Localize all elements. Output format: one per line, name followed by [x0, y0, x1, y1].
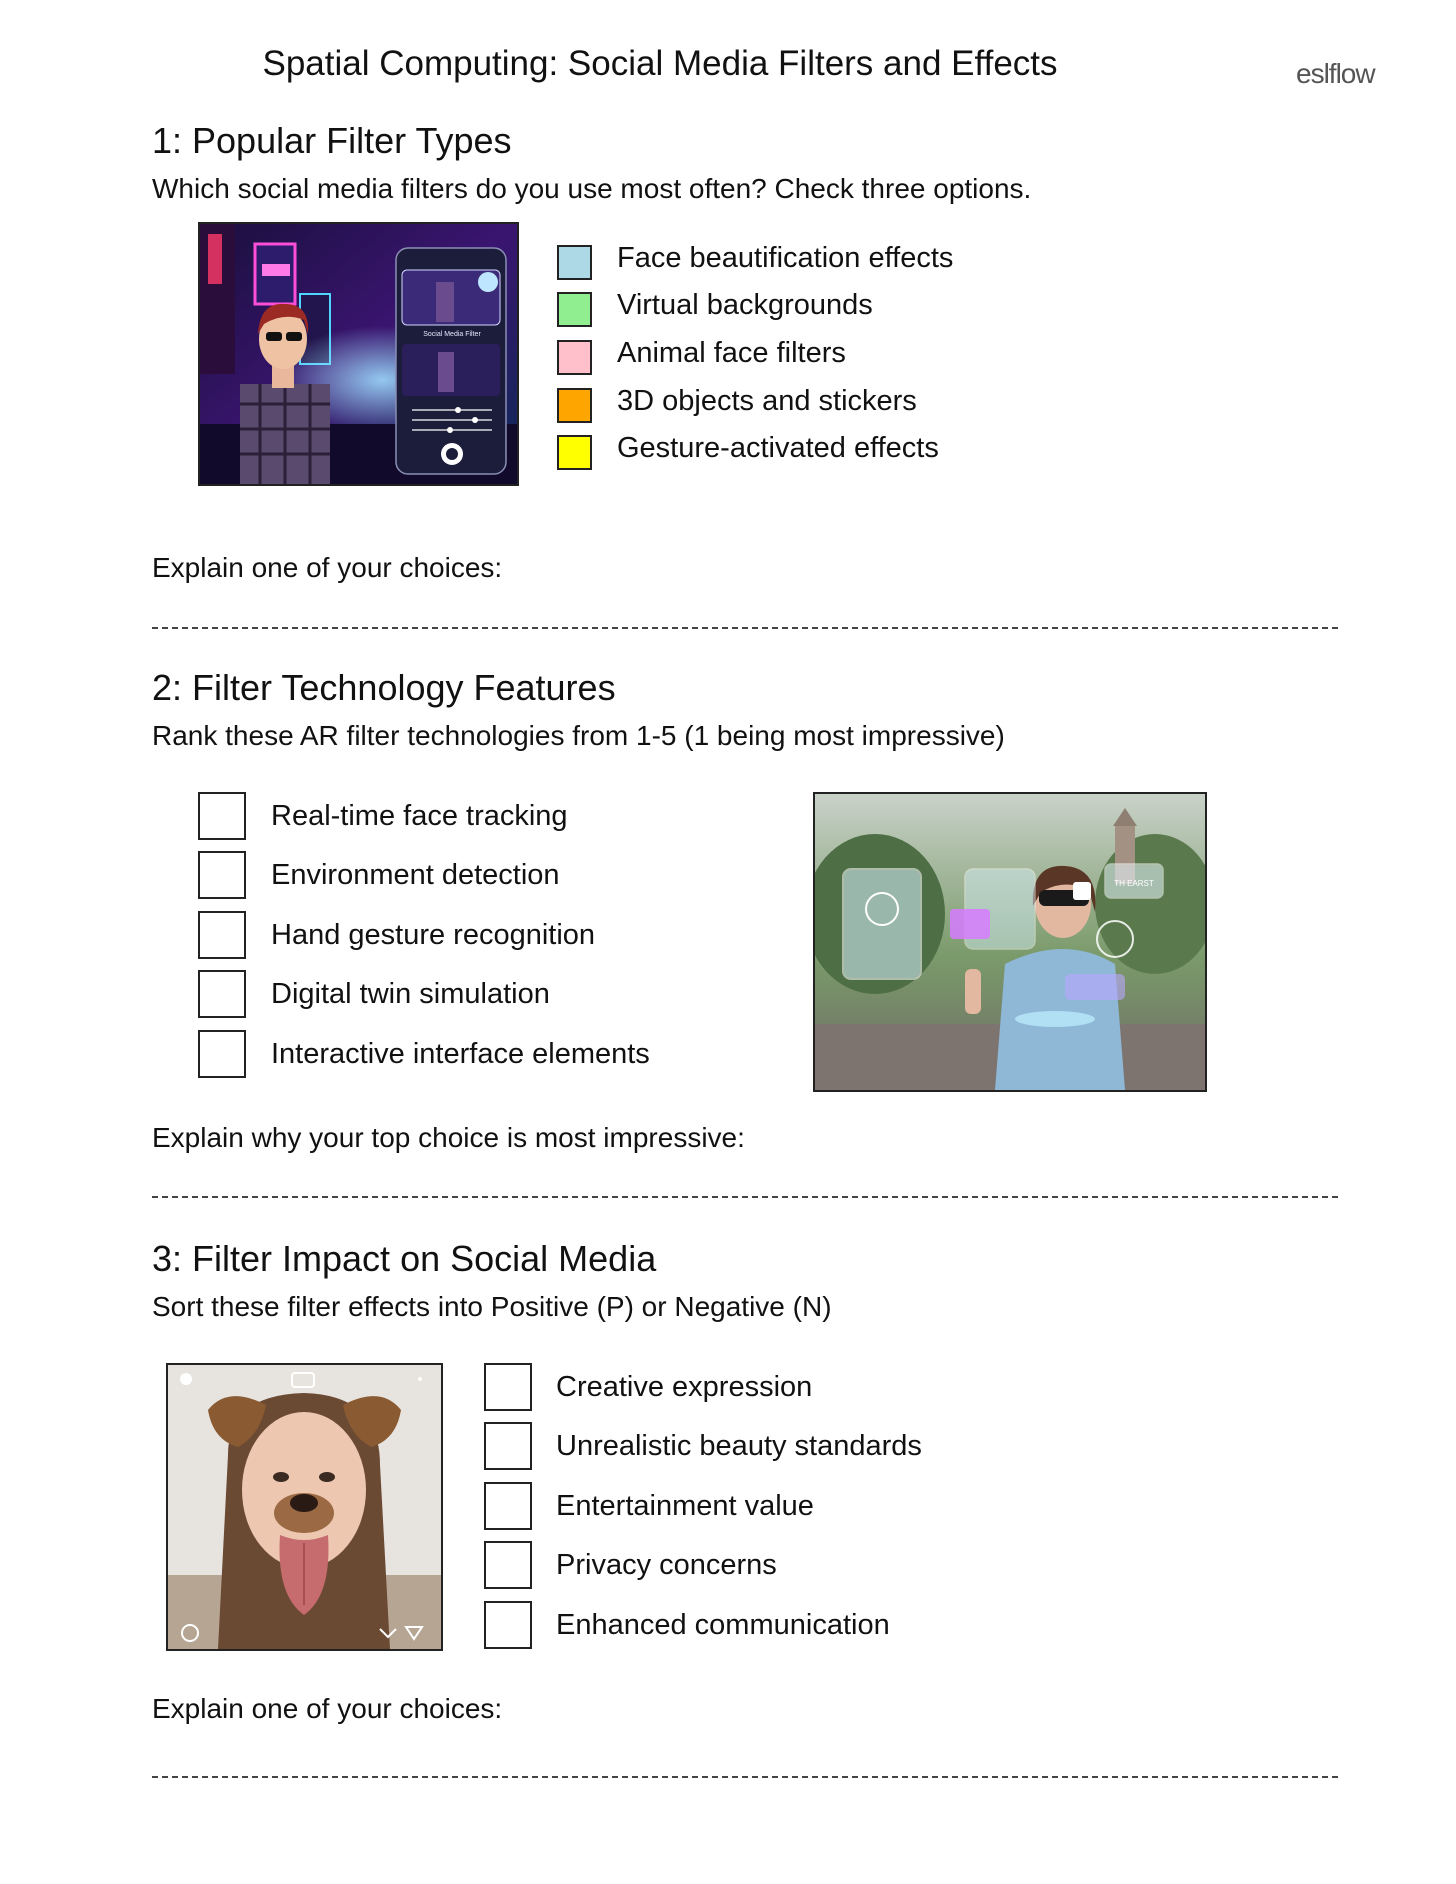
sort-option-label: Unrealistic beauty standards — [556, 1430, 922, 1462]
sort-option-label: Privacy concerns — [556, 1549, 777, 1581]
hologram-label: TH EARST — [1114, 879, 1154, 888]
sort-box[interactable] — [484, 1482, 532, 1530]
rank-option-label: Interactive interface elements — [271, 1038, 650, 1070]
section3-heading: 3: Filter Impact on Social Media — [152, 1238, 657, 1279]
brand-logo: eslflow — [1296, 58, 1375, 89]
neon-filter-photo — [198, 222, 519, 486]
rank-option-label: Real-time face tracking — [271, 800, 568, 832]
section3-prompt: Sort these filter effects into Positive (P) or Negative (N) — [152, 1291, 832, 1322]
filter-checkbox[interactable] — [557, 292, 592, 327]
rank-box[interactable] — [198, 911, 246, 959]
sort-box[interactable] — [484, 1363, 532, 1411]
filter-option-label: Animal face filters — [617, 337, 846, 369]
answer-line[interactable] — [152, 1776, 1338, 1778]
filter-checkbox[interactable] — [557, 435, 592, 470]
sort-box[interactable] — [484, 1601, 532, 1649]
page-title: Spatial Computing: Social Media Filters and Effects — [262, 44, 1058, 83]
rank-option-label: Digital twin simulation — [271, 978, 550, 1010]
rank-box[interactable] — [198, 1030, 246, 1078]
filter-checkbox[interactable] — [557, 340, 592, 375]
rank-box[interactable] — [198, 851, 246, 899]
sort-box[interactable] — [484, 1422, 532, 1470]
sort-box[interactable] — [484, 1541, 532, 1589]
sort-option-label: Entertainment value — [556, 1490, 814, 1522]
filter-option-label: Face beautification effects — [617, 242, 954, 274]
filter-option-label: 3D objects and stickers — [617, 385, 917, 417]
dog-filter-photo — [166, 1363, 443, 1651]
filter-option-label: Virtual backgrounds — [617, 289, 873, 321]
section1-prompt: Which social media filters do you use most often? Check three options. — [152, 173, 1032, 204]
rank-box[interactable] — [198, 792, 246, 840]
section1-heading: 1: Popular Filter Types — [152, 120, 512, 161]
rank-box[interactable] — [198, 970, 246, 1018]
rank-option-label: Environment detection — [271, 859, 560, 891]
sort-option-label: Enhanced communication — [556, 1609, 890, 1641]
panel-caption: Social Media Filter — [423, 331, 481, 338]
filter-option-label: Gesture-activated effects — [617, 432, 939, 464]
answer-line[interactable] — [152, 1196, 1338, 1198]
sort-option-label: Creative expression — [556, 1371, 813, 1403]
section3-explain: Explain one of your choices: — [152, 1693, 503, 1724]
section2-explain: Explain why your top choice is most impressive: — [152, 1122, 745, 1153]
section1-explain: Explain one of your choices: — [152, 552, 503, 583]
filter-checkbox[interactable] — [557, 245, 592, 280]
rank-option-label: Hand gesture recognition — [271, 919, 596, 951]
filter-checkbox[interactable] — [557, 388, 592, 423]
section2-prompt: Rank these AR filter technologies from 1-5 (1 being most impressive) — [152, 720, 1005, 751]
section2-heading: 2: Filter Technology Features — [152, 667, 616, 708]
ar-interface-photo — [813, 792, 1207, 1092]
answer-line[interactable] — [152, 627, 1338, 629]
